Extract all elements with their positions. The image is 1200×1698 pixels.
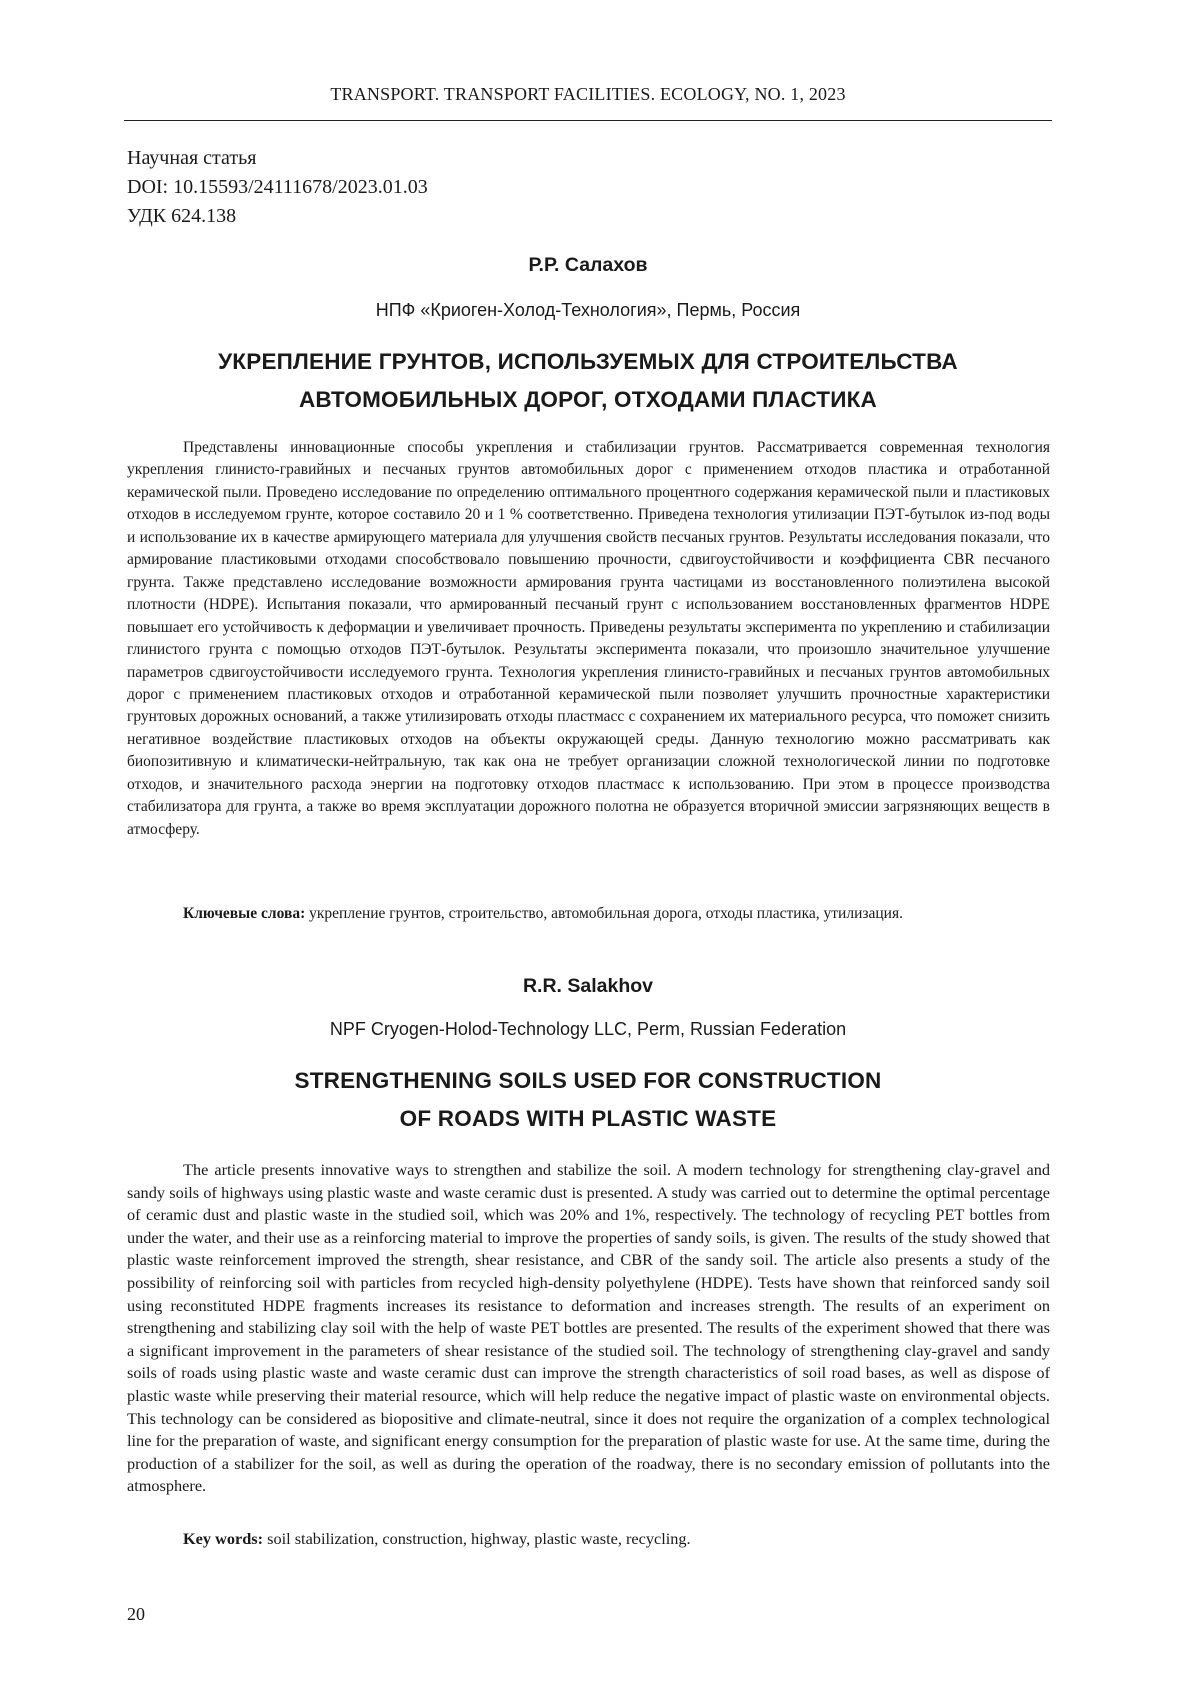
doi: DOI: 10.15593/24111678/2023.01.03 [127,173,428,202]
title-ru [124,343,1052,419]
article-type: Научная статья [127,144,428,173]
abstract-en: The article presents innovative ways to strengthen and stabilize the soil. A modern technology for strengthening clay-gravel and sandy soils of highways using plastic waste and waste ceramic dust is presented. A study was carried out to determine the optimal percentage of ceramic dust and plastic waste in the studied soil, which was 20% and 1%, respectively. The technology of recycling PET bottles from under the water, and their use as a reinforcing material to improve the properties of sandy soils, is given. The results of the study showed that plastic waste reinforcement improved the strength, shear resistance, and CBR of the sandy soil. The article also presents a study of the possibility of reinforcing soil with particles from recycled high-density polyethylene (HDPE). Tests have shown that reinforced sandy soil using reconstituted HDPE fragments increases its resistance to deformation and increases strength. The results of an experiment on strengthening and stabilizing clay soil with the help of waste PET bottles are presented. The results of the experiment showed that there was a significant improvement in the parameters of shear resistance of the studied soil. The technology of strengthening clay-gravel and sandy soils of roads using plastic waste and waste ceramic dust can improve the strength characteristics of soil road bases, as well as dispose of plastic waste while preserving their material resource, which will help reduce the negative impact of plastic waste on environmental objects. This technology can be considered as biopositive and climate-neutral, since it does not require the organization of a complex technological line for the preparation of waste, and significant energy consumption for the preparation of plastic waste for use. At the same time, during the production of a stabilizer for the soil, as well as during the operation of the roadway, there is no secondary emission of pollutants into the atmosphere. [127,1159,1050,1498]
author-en: R.R. Salakhov [124,975,1052,998]
header-rule [124,120,1052,121]
keywords-en-list: soil stabilization, construction, highway, plastic waste, recycling. [263,1529,691,1548]
page-number: 20 [127,1604,145,1625]
title-ru-line2: АВТОМОБИЛЬНЫХ ДОРОГ, ОТХОДАМИ ПЛАСТИКА [124,381,1052,419]
udc: УДК 624.138 [127,202,428,231]
keywords-en [127,1528,1050,1550]
keywords-ru-list: укрепление грунтов, строительство, автомобильная дорога, отходы пластика, утилизация. [305,905,903,922]
title-en-line2: OF ROADS WITH PLASTIC WASTE [124,1100,1052,1138]
article-meta [127,144,428,231]
abstract-ru: Представлены инновационные способы укрепления и стабилизации грунтов. Рассматривается современная технология укрепления глинисто-гравийных и песчаных грунтов автомобильных дорог с применением отходов пластика и отработанной керамической пыли. Проведено исследование по определению оптимального процентного содержания керамической пыли и пластиковых отходов в исследуемом грунте, которое составило 20 и 1 % соответственно. Приведена технология утилизации ПЭТ-бутылок из-под воды и использование их в качестве армирующего материала для улучшения свойств песчаных грунтов. Результаты исследования показали, что армирование пластиковыми отходами способствовало повышению прочности, сдвигоустойчивости и коэффициента CBR песчаного грунта. Также представлено исследование возможности армирования грунта частицами из восстановленного полиэтилена высокой плотности (HDPE). Испытания показали, что армированный песчаный грунт с использованием восстановленных фрагментов HDPE повышает его устойчивость к деформации и увеличивает прочность. Приведены результаты эксперимента по укреплению и стабилизации глинистого грунта с помощью отходов ПЭТ-бутылок. Результаты эксперимента показали, что произошло значительное улучшение параметров сдвигоустойчивости исследуемого грунта. Технология укрепления глинисто-гравийных и песчаных грунтов автомобильных дорог с применением пластиковых отходов и отработанной керамической пыли позволяет улучшить прочностные характеристики грунтовых дорожных оснований, а также утилизировать отходы пластмасс с сохранением их материального ресурса, что поможет снизить негативное воздействие пластиковых отходов на объекты окружающей среды. Данную технологию можно рассматривать как биопозитивную и климатически-нейтральную, так как она не требует организации сложной технологической линии по подготовке отходов, и значительного расхода энергии на подготовку отходов пластмасс к использованию. При этом в процессе производства стабилизатора для грунта, а также во время эксплуатации дорожного полотна не образуется вторичной эмиссии загрязняющих веществ в атмосферу. [127,437,1050,841]
keywords-ru [127,903,1050,925]
affiliation-en: NPF Cryogen-Holod-Technology LLC, Perm, Russian Federation [124,1019,1052,1040]
affiliation-ru: НПФ «Криоген-Холод-Технология», Пермь, Россия [124,300,1052,321]
title-en [124,1062,1052,1138]
author-ru: Р.Р. Салахов [124,254,1052,277]
title-ru-line1: УКРЕПЛЕНИЕ ГРУНТОВ, ИСПОЛЬЗУЕМЫХ ДЛЯ СТРОИТЕЛЬСТВА [124,343,1052,381]
running-head: TRANSPORT. TRANSPORT FACILITIES. ECOLOGY, NO. 1, 2023 [124,84,1052,105]
keywords-ru-label: Ключевые слова: [183,905,305,922]
keywords-en-label: Key words: [183,1529,263,1548]
title-en-line1: STRENGTHENING SOILS USED FOR CONSTRUCTION [124,1062,1052,1100]
